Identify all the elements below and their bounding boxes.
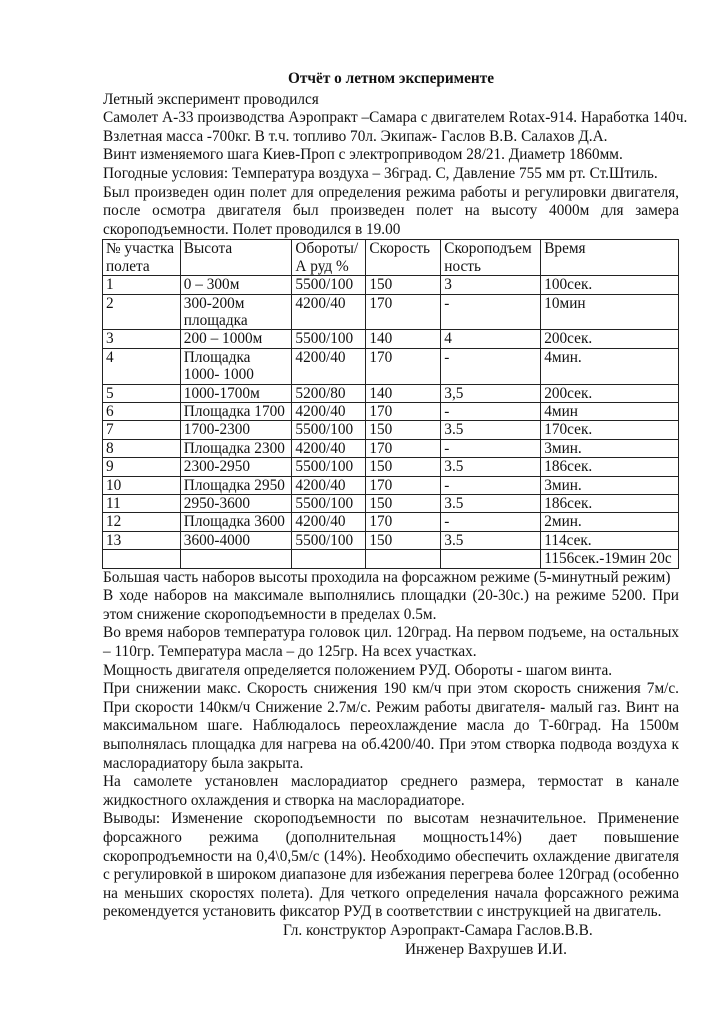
header-speed: Скорость — [366, 240, 441, 276]
cell-climb: 3.5 — [441, 495, 541, 513]
cell-climb: - — [441, 294, 541, 330]
cell-speed: 140 — [366, 384, 441, 402]
cell-segment: 13 — [103, 531, 181, 549]
cell-segment: 11 — [103, 495, 181, 513]
intro-line-aircraft: Самолет А-33 производства Аэропракт –Самара с двигателем Rotax-914. Наработка 140ч. — [103, 109, 688, 127]
cell-altitude: Площадка 2300 — [180, 439, 292, 457]
temperature-note: Во время наборов температура головок цил. 120град. На первом подъеме, на остальных – 110гр. Температура масла – до 125гр. На всех участках. — [103, 624, 679, 661]
cell-rpm: 5500/100 — [292, 421, 366, 439]
cell-segment: 8 — [103, 439, 181, 457]
cell-rpm: 5500/100 — [292, 276, 366, 294]
cell-speed — [366, 550, 441, 568]
header-climb-rate: Скороподъем ность — [441, 240, 541, 276]
cell-altitude: Площадка 1700 — [180, 403, 292, 421]
report-page — [103, 70, 688, 959]
header-rpm-throttle: Обороты/ А руд % — [292, 240, 366, 276]
intro-paragraph: Был произведен один полет для определения режима работы и регулировки двигателя, после осмотра двигателя был произведен полет на высоту 4000м для замера скороподъемности. Полет проводился в 19.00 — [103, 183, 679, 238]
cell-segment — [103, 550, 181, 568]
afterburner-note: Большая часть наборов высоты проходила на форсажном режиме (5-минутный режим) — [103, 568, 671, 586]
climb-segments-note: В ходе наборов на максимале выполнялись площадки (20-30с.) на режиме 5200. При этом снижение скороподъемности в пределах 0.5м. — [103, 587, 679, 623]
cell-rpm: 4200/40 — [292, 403, 366, 421]
cell-climb: - — [441, 476, 541, 494]
table-row — [103, 403, 679, 421]
table-row — [103, 384, 679, 402]
cell-segment: 3 — [103, 330, 181, 348]
cell-altitude: Площадка 1000- 1000 — [180, 348, 292, 384]
cell-time: 114сек. — [541, 531, 679, 549]
cell-altitude: 2300-2950 — [180, 458, 292, 476]
cell-climb: 3.5 — [441, 458, 541, 476]
cell-altitude: 1000-1700м — [180, 384, 292, 402]
cell-speed: 170 — [366, 294, 441, 330]
intro-line-propeller: Винт изменяемого шага Киев-Проп с электроприводом 28/21. Диаметр 1860мм. — [103, 146, 623, 164]
descent-note: При снижении макс. Скорость снижения 190 км/ч при этом скорость снижения 7м/с. При скорости 140км/ч Снижение 2.7м/с. Режим работы двигателя- малый газ. Винт на максимальном шаге. Наблюдалось переохлаждение масла до Т-60град. На 1500м выполнялась площадка для нагрева на об.4200/40. При этом створка подвода воздуха к маслорадиатору была закрыта. — [103, 680, 679, 772]
cell-time: 200сек. — [541, 330, 679, 348]
table-total-row — [103, 550, 679, 568]
table-row — [103, 330, 679, 348]
cell-speed: 150 — [366, 421, 441, 439]
cell-climb: 3 — [441, 276, 541, 294]
cell-rpm — [292, 550, 366, 568]
cell-speed: 150 — [366, 495, 441, 513]
cell-time: 3мин. — [541, 439, 679, 457]
cell-climb: - — [441, 513, 541, 531]
intro-line-mass-crew: Взлетная масса -700кг. В т.ч. топливо 70л. Экипаж- Гаслов В.В. Салахов Д.А. — [103, 127, 608, 145]
cell-segment: 12 — [103, 513, 181, 531]
cell-speed: 170 — [366, 476, 441, 494]
cell-climb: 3.5 — [441, 421, 541, 439]
table-row — [103, 495, 679, 513]
cell-speed: 150 — [366, 531, 441, 549]
cell-time: 3мин. — [541, 476, 679, 494]
table-row — [103, 531, 679, 549]
cell-climb: 4 — [441, 330, 541, 348]
cell-rpm: 5500/100 — [292, 531, 366, 549]
cell-time: 4мин — [541, 403, 679, 421]
cell-speed: 150 — [366, 276, 441, 294]
cell-altitude: 1700-2300 — [180, 421, 292, 439]
table-row — [103, 294, 679, 330]
cell-total-time: 1156сек.-19мин 20с — [541, 550, 679, 568]
flight-data-table — [102, 239, 679, 568]
power-note: Мощность двигателя определяется положением РУД. Обороты - шагом винта. — [103, 661, 613, 679]
cell-speed: 150 — [366, 458, 441, 476]
table-row — [103, 476, 679, 494]
cell-altitude: 0 – 300м — [180, 276, 292, 294]
cell-segment: 1 — [103, 276, 181, 294]
cell-time: 4мин. — [541, 348, 679, 384]
intro-line-weather: Погодные условия: Температура воздуха – 36град. С, Давление 755 мм рт. Ст.Штиль. — [103, 164, 658, 182]
cell-rpm: 4200/40 — [292, 439, 366, 457]
cell-segment: 4 — [103, 348, 181, 384]
cell-segment: 7 — [103, 421, 181, 439]
cell-speed: 170 — [366, 348, 441, 384]
cell-climb — [441, 550, 541, 568]
cell-climb: - — [441, 403, 541, 421]
header-altitude: Высота — [180, 240, 292, 276]
cell-rpm: 5500/100 — [292, 495, 366, 513]
cell-time: 10мин — [541, 294, 679, 330]
cell-altitude: 300-200м площадка — [180, 294, 292, 330]
cell-altitude — [180, 550, 292, 568]
cell-time: 2мин. — [541, 513, 679, 531]
cell-segment: 2 — [103, 294, 181, 330]
cell-speed: 140 — [366, 330, 441, 348]
header-time: Время — [541, 240, 679, 276]
cell-altitude: 2950-3600 — [180, 495, 292, 513]
report-title: Отчёт о летном эксперименте — [287, 70, 495, 87]
cell-segment: 9 — [103, 458, 181, 476]
cell-speed: 170 — [366, 513, 441, 531]
cell-altitude: Площадка 3600 — [180, 513, 292, 531]
cell-climb: 3.5 — [441, 531, 541, 549]
cell-rpm: 4200/40 — [292, 476, 366, 494]
cell-segment: 10 — [103, 476, 181, 494]
table-row — [103, 421, 679, 439]
cell-altitude: 200 – 1000м — [180, 330, 292, 348]
table-header-row — [103, 240, 679, 276]
table-row — [103, 348, 679, 384]
header-segment-number: № участка полета — [103, 240, 181, 276]
signature-engineer: Инженер Вахрушев И.И. — [405, 940, 567, 958]
cell-climb: 3,5 — [441, 384, 541, 402]
cell-rpm: 5500/100 — [292, 458, 366, 476]
cell-altitude: 3600-4000 — [180, 531, 292, 549]
cell-climb: - — [441, 348, 541, 384]
cell-speed: 170 — [366, 439, 441, 457]
cell-rpm: 5200/80 — [292, 384, 366, 402]
cell-speed: 170 — [366, 403, 441, 421]
cell-segment: 6 — [103, 403, 181, 421]
table-row — [103, 458, 679, 476]
cell-time: 186сек. — [541, 495, 679, 513]
cell-segment: 5 — [103, 384, 181, 402]
cell-time: 186сек. — [541, 458, 679, 476]
cell-climb: - — [441, 439, 541, 457]
cell-rpm: 4200/40 — [292, 348, 366, 384]
table-row — [103, 439, 679, 457]
cell-rpm: 5500/100 — [292, 330, 366, 348]
oil-radiator-note: На самолете установлен маслорадиатор среднего размера, термостат в канале жидкостного охлаждения и створка на маслорадиаторе. — [103, 773, 679, 809]
cell-rpm: 4200/40 — [292, 294, 366, 330]
conclusions: Выводы: Изменение скороподъемности по высотам незначительное. Применение форсажного режима (дополнительная мощность14%) дает повышение скоропродъемности на 0,4\0,5м/с (14%). Необходимо обеспечить охлаждение двигателя с регулировкой в широком диапазоне для избежания перегрева более 120град (особенно на меньших скоростях полета). Для четкого определения начала форсажного режима рекомендуется установить фиксатор РУД в соответствии с инструкцией на двигатель. — [103, 810, 679, 921]
cell-altitude: Площадка 2950 — [180, 476, 292, 494]
cell-time: 200сек. — [541, 384, 679, 402]
cell-time: 100сек. — [541, 276, 679, 294]
table-row — [103, 513, 679, 531]
cell-rpm: 4200/40 — [292, 513, 366, 531]
intro-line: Летный эксперимент проводился — [103, 90, 319, 108]
signature-chief-designer: Гл. конструктор Аэропракт-Самара Гаслов.В.В. — [283, 921, 593, 939]
cell-time: 170сек. — [541, 421, 679, 439]
table-row — [103, 276, 679, 294]
